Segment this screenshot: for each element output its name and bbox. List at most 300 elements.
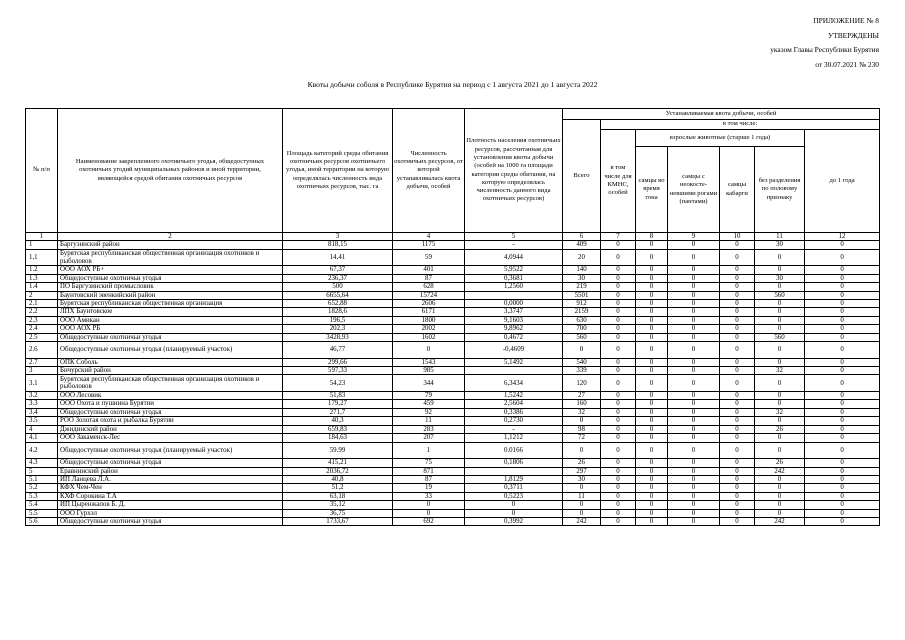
- table-row: [26, 291, 880, 299]
- document-title: Квоты добычи соболя в Республике Бурятия на период с 1 августа 2021 до 1 августа 2022: [307, 80, 598, 89]
- table-row: [26, 375, 880, 392]
- row-name: КФХ Чем-Чен: [58, 484, 283, 492]
- row-density: 1,8129: [465, 475, 563, 483]
- table-row: [26, 492, 880, 500]
- row-kmns: 0: [601, 300, 636, 308]
- row-count: 283: [393, 425, 465, 433]
- table-row: [26, 342, 880, 359]
- row-total: 339: [563, 367, 601, 375]
- row-area: 14,41: [283, 249, 393, 266]
- row-kmns: 0: [601, 375, 636, 392]
- row-name: ИП Ланцева Л.А.: [58, 475, 283, 483]
- row-density: 2,5604: [465, 400, 563, 408]
- row-nosex: 32: [755, 367, 805, 375]
- row-kmns: 0: [601, 308, 636, 316]
- row-rut: 0: [636, 501, 668, 509]
- col-adults-header: взрослые животные (старше 1 года): [636, 130, 805, 147]
- row-nosex: 560: [755, 333, 805, 341]
- row-number: 5.3: [26, 492, 58, 500]
- table-row: [26, 308, 880, 316]
- table-row: [26, 517, 880, 525]
- row-under1: 0: [805, 501, 880, 509]
- row-number: 2: [26, 291, 58, 299]
- row-kmns: 0: [601, 517, 636, 525]
- table-row: [26, 316, 880, 324]
- row-rut: 0: [636, 442, 668, 459]
- row-total: 409: [563, 241, 601, 249]
- row-nonossified: 0: [668, 308, 720, 316]
- row-rut: 0: [636, 342, 668, 359]
- row-name: Баргузинский район: [58, 241, 283, 249]
- row-number: 1,1: [26, 249, 58, 266]
- row-density: [465, 291, 563, 299]
- row-under1: 0: [805, 316, 880, 324]
- row-total: 30: [563, 475, 601, 483]
- row-name: Бурятская республиканская общественная организация охотников и рыболовов: [58, 375, 283, 392]
- row-number: 3.4: [26, 408, 58, 416]
- row-kmns: 0: [601, 425, 636, 433]
- row-under1: 0: [805, 325, 880, 333]
- row-musk: 0: [720, 283, 755, 291]
- row-density: 9,1603: [465, 316, 563, 324]
- quota-table-body: [26, 241, 880, 526]
- row-name: Еравнинский район: [58, 467, 283, 475]
- row-count: 79: [393, 392, 465, 400]
- row-nonossified: 0: [668, 375, 720, 392]
- row-total: 0: [563, 417, 601, 425]
- row-nonossified: 0: [668, 501, 720, 509]
- row-musk: 0: [720, 400, 755, 408]
- row-count: 87: [393, 475, 465, 483]
- row-musk: 0: [720, 249, 755, 266]
- row-total: 700: [563, 325, 601, 333]
- row-density: 9,8962: [465, 325, 563, 333]
- row-count: 0: [393, 342, 465, 359]
- row-number: 2.4: [26, 325, 58, 333]
- row-kmns: 0: [601, 266, 636, 274]
- row-density: 0,0000: [465, 300, 563, 308]
- row-count: 207: [393, 434, 465, 442]
- row-kmns: 0: [601, 283, 636, 291]
- row-number: 3.2: [26, 392, 58, 400]
- col-density-header: Плотность населения охотничьих ресурсов, рассчитанная для установления квоты добычи (особей на 1000 га площади категории среды обитания, на которую определялась численность данного вида охотничьих ресурсов): [465, 109, 563, 233]
- col-nosex-header: без разделения по половому признаку: [755, 147, 805, 233]
- row-density: 4,0944: [465, 249, 563, 266]
- table-row: [26, 501, 880, 509]
- row-total: 0: [563, 509, 601, 517]
- row-name: ОПК Соболь: [58, 358, 283, 366]
- row-kmns: 0: [601, 400, 636, 408]
- row-rut: 0: [636, 266, 668, 274]
- row-count: 628: [393, 283, 465, 291]
- row-area: 51,83: [283, 392, 393, 400]
- row-nonossified: 0: [668, 459, 720, 467]
- col-nonossified-header: самцы с неокосте-невшими рогами (пантами): [668, 147, 720, 233]
- row-name: Бурятская республиканская общественная организация охотников и рыболовов: [58, 249, 283, 266]
- row-nonossified: 0: [668, 300, 720, 308]
- row-under1: 0: [805, 484, 880, 492]
- row-nosex: 26: [755, 425, 805, 433]
- table-row: [26, 417, 880, 425]
- row-total: 2159: [563, 308, 601, 316]
- row-kmns: 0: [601, 316, 636, 324]
- row-total: 630: [563, 316, 601, 324]
- row-musk: 0: [720, 467, 755, 475]
- table-row: [26, 509, 880, 517]
- row-nosex: 0: [755, 400, 805, 408]
- row-musk: 0: [720, 308, 755, 316]
- row-count: 985: [393, 367, 465, 375]
- row-musk: 0: [720, 291, 755, 299]
- row-count: 1175: [393, 241, 465, 249]
- row-name: ООО Амикан: [58, 316, 283, 324]
- row-rut: 0: [636, 325, 668, 333]
- row-under1: 0: [805, 283, 880, 291]
- row-under1: 0: [805, 249, 880, 266]
- row-musk: 0: [720, 367, 755, 375]
- row-under1: 0: [805, 400, 880, 408]
- row-nosex: 560: [755, 291, 805, 299]
- row-musk: 0: [720, 492, 755, 500]
- row-under1: 0: [805, 291, 880, 299]
- row-density: 1,2560: [465, 283, 563, 291]
- row-kmns: 0: [601, 358, 636, 366]
- row-total: 32: [563, 408, 601, 416]
- row-musk: 0: [720, 333, 755, 341]
- row-name: КХФ Сорокина Т.А: [58, 492, 283, 500]
- row-rut: 0: [636, 467, 668, 475]
- row-total: 98: [563, 425, 601, 433]
- row-area: 1828,6: [283, 308, 393, 316]
- row-number: 1.2: [26, 266, 58, 274]
- row-rut: 0: [636, 392, 668, 400]
- row-area: 652,88: [283, 300, 393, 308]
- row-name: Общедоступные охотничьи угодья: [58, 517, 283, 525]
- row-musk: 0: [720, 475, 755, 483]
- row-count: 401: [393, 266, 465, 274]
- row-under1: 0: [805, 475, 880, 483]
- row-total: 0: [563, 501, 601, 509]
- row-count: 6171: [393, 308, 465, 316]
- row-musk: 0: [720, 375, 755, 392]
- row-under1: 0: [805, 266, 880, 274]
- row-name: РОО Золотая охота и рыбалка Бурятии: [58, 417, 283, 425]
- row-kmns: 0: [601, 291, 636, 299]
- row-nonossified: 0: [668, 442, 720, 459]
- col-including-header: в том числе:: [601, 120, 880, 130]
- table-row: [26, 442, 880, 459]
- row-density: -0,4609: [465, 342, 563, 359]
- row-under1: 0: [805, 358, 880, 366]
- row-nosex: 0: [755, 434, 805, 442]
- row-density: 0,3992: [465, 517, 563, 525]
- row-count: 0: [393, 501, 465, 509]
- row-kmns: 0: [601, 434, 636, 442]
- row-count: 1543: [393, 358, 465, 366]
- row-area: 54,23: [283, 375, 393, 392]
- row-count: 871: [393, 467, 465, 475]
- row-musk: 0: [720, 358, 755, 366]
- table-row: [26, 408, 880, 416]
- row-nonossified: 0: [668, 392, 720, 400]
- row-name: Баунтовский эвенкийский район: [58, 291, 283, 299]
- row-musk: 0: [720, 517, 755, 525]
- row-rut: 0: [636, 333, 668, 341]
- row-count: 0: [393, 509, 465, 517]
- row-number: 1: [26, 241, 58, 249]
- row-area: 35,12: [283, 501, 393, 509]
- row-name: Джидинский район: [58, 425, 283, 433]
- row-kmns: 0: [601, 367, 636, 375]
- row-number: 3.1: [26, 375, 58, 392]
- decree-label: указом Главы Республики Бурятия: [770, 45, 879, 54]
- row-nosex: 30: [755, 241, 805, 249]
- row-nonossified: 0: [668, 434, 720, 442]
- row-area: 818,15: [283, 241, 393, 249]
- table-row: [26, 400, 880, 408]
- table-row: [26, 283, 880, 291]
- row-total: 5501: [563, 291, 601, 299]
- col-under1-header: до 1 года: [805, 130, 880, 233]
- row-density: 0,3681: [465, 274, 563, 282]
- row-number: 2.5: [26, 333, 58, 341]
- row-number: 5.6: [26, 517, 58, 525]
- row-area: 51,2: [283, 484, 393, 492]
- col-number: 11: [755, 233, 805, 241]
- row-kmns: 0: [601, 475, 636, 483]
- row-musk: 0: [720, 425, 755, 433]
- column-number-row: [26, 233, 880, 241]
- row-area: 67,37: [283, 266, 393, 274]
- row-nosex: 242: [755, 467, 805, 475]
- col-count-header: Численность охотничьих ресурсов, от которой устанавливалась квота добычи, особей: [393, 109, 465, 233]
- col-name-header: Наименование закрепленного охотничьего угодья, общедоступных охотничьих угодий муниципальных районов и иной территории, являющейся средой обитания охотничьих ресурсов: [58, 109, 283, 233]
- row-count: 92: [393, 408, 465, 416]
- row-number: 2.3: [26, 316, 58, 324]
- row-number: 5.5: [26, 509, 58, 517]
- row-name: Общедоступные охотничьи угодья (планируемый участок): [58, 342, 283, 359]
- approval-header: [770, 14, 879, 72]
- row-nosex: 0: [755, 316, 805, 324]
- row-rut: 0: [636, 358, 668, 366]
- row-rut: 0: [636, 283, 668, 291]
- row-name: Бурятская республиканская общественная организация: [58, 300, 283, 308]
- row-under1: 0: [805, 517, 880, 525]
- row-count: 33: [393, 492, 465, 500]
- row-count: 87: [393, 274, 465, 282]
- row-number: 2.2: [26, 308, 58, 316]
- row-area: 46,77: [283, 342, 393, 359]
- row-nosex: 0: [755, 266, 805, 274]
- table-row: [26, 333, 880, 341]
- row-area: 500: [283, 283, 393, 291]
- row-count: 2002: [393, 325, 465, 333]
- row-musk: 0: [720, 501, 755, 509]
- row-nosex: 0: [755, 501, 805, 509]
- row-rut: 0: [636, 484, 668, 492]
- row-name: ООО Гурхэл: [58, 509, 283, 517]
- row-rut: 0: [636, 459, 668, 467]
- row-nonossified: 0: [668, 274, 720, 282]
- row-count: 2606: [393, 300, 465, 308]
- row-kmns: 0: [601, 325, 636, 333]
- appendix-label: ПРИЛОЖЕНИЕ № 8: [813, 16, 879, 25]
- row-total: 912: [563, 300, 601, 308]
- row-name: Общедоступные охотничьи угодья: [58, 408, 283, 416]
- row-total: 160: [563, 400, 601, 408]
- row-density: 5,9522: [465, 266, 563, 274]
- row-count: 692: [393, 517, 465, 525]
- row-under1: 0: [805, 492, 880, 500]
- row-name: Общедоступные охотничьи угодья: [58, 333, 283, 341]
- row-under1: 0: [805, 274, 880, 282]
- row-kmns: 0: [601, 241, 636, 249]
- row-nosex: 0: [755, 442, 805, 459]
- row-rut: 0: [636, 434, 668, 442]
- table-row: [26, 475, 880, 483]
- row-area: 299,66: [283, 358, 393, 366]
- row-name: Общедоступные охотничьи угодья: [58, 274, 283, 282]
- row-area: 184,63: [283, 434, 393, 442]
- table-row: [26, 459, 880, 467]
- row-count: 1: [393, 442, 465, 459]
- row-under1: 0: [805, 442, 880, 459]
- row-total: 0: [563, 442, 601, 459]
- row-count: 75: [393, 459, 465, 467]
- table-row: [26, 325, 880, 333]
- row-musk: 0: [720, 392, 755, 400]
- row-nosex: 0: [755, 325, 805, 333]
- row-nosex: 32: [755, 408, 805, 416]
- row-density: 0,1806: [465, 459, 563, 467]
- row-number: 4.3: [26, 459, 58, 467]
- table-row: [26, 300, 880, 308]
- row-number: 5.4: [26, 501, 58, 509]
- col-total-header: Всего: [563, 120, 601, 233]
- row-rut: 0: [636, 316, 668, 324]
- row-nonossified: 0: [668, 316, 720, 324]
- row-name: ИП Цыренжапов Б. Д.: [58, 501, 283, 509]
- row-area: 6655,64: [283, 291, 393, 299]
- row-name: ООО Закаменск-Лес: [58, 434, 283, 442]
- col-rut-header: самцы во время гона: [636, 147, 668, 233]
- row-under1: 0: [805, 392, 880, 400]
- row-musk: 0: [720, 459, 755, 467]
- row-nonossified: 0: [668, 417, 720, 425]
- row-number: 3.3: [26, 400, 58, 408]
- row-nosex: 0: [755, 492, 805, 500]
- row-count: 19: [393, 484, 465, 492]
- row-rut: 0: [636, 300, 668, 308]
- row-nosex: 0: [755, 484, 805, 492]
- row-area: 36,75: [283, 509, 393, 517]
- row-under1: 0: [805, 333, 880, 341]
- table-row: [26, 274, 880, 282]
- row-total: 560: [563, 333, 601, 341]
- row-area: 659,83: [283, 425, 393, 433]
- table-row: [26, 358, 880, 366]
- row-total: 11: [563, 492, 601, 500]
- row-nonossified: 0: [668, 408, 720, 416]
- row-number: 4: [26, 425, 58, 433]
- row-nonossified: 0: [668, 266, 720, 274]
- col-number: 9: [668, 233, 720, 241]
- row-area: 1733,67: [283, 517, 393, 525]
- row-rut: 0: [636, 400, 668, 408]
- row-name: Общедоступные охотничьи угодья: [58, 459, 283, 467]
- row-nonossified: 0: [668, 249, 720, 266]
- row-under1: 0: [805, 308, 880, 316]
- row-nosex: 26: [755, 459, 805, 467]
- col-kmns-header: в том числе для КМНС, особей: [601, 130, 636, 233]
- row-total: 540: [563, 358, 601, 366]
- row-density: 1,1212: [465, 434, 563, 442]
- row-nonossified: 0: [668, 342, 720, 359]
- row-density: 6,3434: [465, 375, 563, 392]
- row-rut: 0: [636, 475, 668, 483]
- row-density: 0,5223: [465, 492, 563, 500]
- row-density: 3,3747: [465, 308, 563, 316]
- col-number: 4: [393, 233, 465, 241]
- row-total: 27: [563, 392, 601, 400]
- row-total: 30: [563, 274, 601, 282]
- row-total: 26: [563, 459, 601, 467]
- row-density: 0: [465, 509, 563, 517]
- row-under1: 0: [805, 342, 880, 359]
- row-density: 0: [465, 501, 563, 509]
- row-area: 196,5: [283, 316, 393, 324]
- row-total: 0: [563, 484, 601, 492]
- row-number: 5: [26, 467, 58, 475]
- col-number: 5: [465, 233, 563, 241]
- row-kmns: 0: [601, 501, 636, 509]
- row-musk: 0: [720, 417, 755, 425]
- quota-table: [25, 108, 880, 526]
- row-nonossified: 0: [668, 492, 720, 500]
- row-kmns: 0: [601, 492, 636, 500]
- row-musk: 0: [720, 342, 755, 359]
- row-number: 2.1: [26, 300, 58, 308]
- row-musk: 0: [720, 325, 755, 333]
- row-number: 4.2: [26, 442, 58, 459]
- row-area: 2036,72: [283, 467, 393, 475]
- row-name: ООО АОХ РБ+: [58, 266, 283, 274]
- col-number: 10: [720, 233, 755, 241]
- row-rut: 0: [636, 408, 668, 416]
- row-musk: 0: [720, 434, 755, 442]
- row-rut: 0: [636, 375, 668, 392]
- row-nosex: 30: [755, 274, 805, 282]
- col-number: 3: [283, 233, 393, 241]
- row-number: 4.1: [26, 434, 58, 442]
- row-total: 20: [563, 249, 601, 266]
- row-name: ПО Баргузинский промысловик: [58, 283, 283, 291]
- row-rut: 0: [636, 425, 668, 433]
- row-name: ООО Лесовик: [58, 392, 283, 400]
- row-count: 1800: [393, 316, 465, 324]
- row-under1: 0: [805, 417, 880, 425]
- row-kmns: 0: [601, 342, 636, 359]
- col-musk-header: самцы кабарги: [720, 147, 755, 233]
- row-number: 3: [26, 367, 58, 375]
- row-rut: 0: [636, 308, 668, 316]
- row-nosex: 0: [755, 300, 805, 308]
- row-nonossified: 0: [668, 291, 720, 299]
- row-nonossified: 0: [668, 358, 720, 366]
- row-area: 3428,93: [283, 333, 393, 341]
- row-nonossified: 0: [668, 484, 720, 492]
- row-under1: 0: [805, 408, 880, 416]
